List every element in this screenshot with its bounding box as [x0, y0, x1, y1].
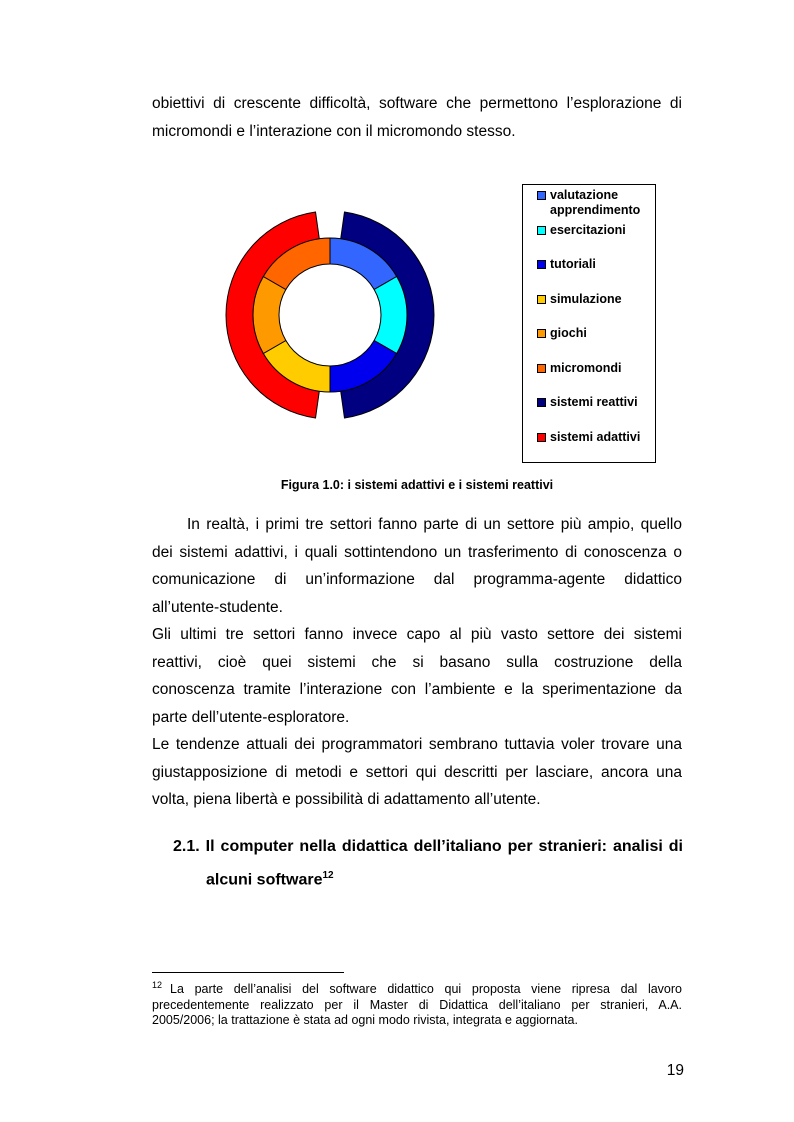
- legend-label: sistemi adattivi: [550, 430, 641, 444]
- text-line: conoscenza tramite l’interazione con l’ambiente e la sperimentazione da: [152, 681, 682, 698]
- legend-swatch: [537, 433, 546, 442]
- section-heading: [173, 832, 683, 894]
- legend-label: giochi: [550, 326, 587, 340]
- heading-line: 2.1. Il computer nella didattica dell’italiano per stranieri: analisi di: [173, 838, 683, 855]
- legend-swatch: [537, 295, 546, 304]
- legend-item-micromondi: [537, 361, 655, 376]
- legend-item-tutoriali: [537, 257, 655, 272]
- footnote-divider: [152, 972, 344, 973]
- legend-label: tutoriali: [550, 257, 596, 271]
- text-line: giustapposizione di metodi e settori qui descritti per lasciare, ancora una: [152, 763, 682, 781]
- footnote-line: [152, 978, 682, 998]
- legend-swatch: [537, 226, 546, 235]
- text-line: volta, piena libertà e possibilità di adattamento all’utente.: [152, 791, 541, 808]
- legend-label: simulazione: [550, 292, 622, 306]
- legend-swatch: [537, 329, 546, 338]
- footnote-marker: 12: [152, 980, 163, 990]
- text-line: Gli ultimi tre settori fanno invece capo al più vasto settore dei sistemi: [152, 626, 682, 643]
- legend-swatch: [537, 364, 546, 373]
- legend-item-sistemi-adattivi: [537, 430, 655, 445]
- legend-swatch: [537, 191, 546, 200]
- chart-legend: [522, 184, 656, 463]
- legend-item-giochi: [537, 326, 655, 341]
- legend-item-simulazione: [537, 292, 655, 307]
- footnote-reference[interactable]: 12: [322, 870, 334, 881]
- heading-text: alcuni software: [206, 871, 323, 889]
- footnote-line: precedentemente realizzato per il Master di Didattica dell’italiano per stranieri, A.A.: [152, 997, 682, 1012]
- legend-label: sistemi reattivi: [550, 395, 638, 409]
- legend-label: valutazione apprendimento: [550, 188, 641, 217]
- legend-item-sistemi-reattivi: [537, 395, 655, 410]
- legend-swatch: [537, 398, 546, 407]
- legend-label: esercitazioni: [550, 223, 626, 237]
- legend-item-esercitazioni: [537, 223, 655, 238]
- text-line: obiettivi di crescente difficoltà, software che permettono l’esplorazione di: [152, 95, 682, 112]
- text-line: dei sistemi adattivi, i quali sottintendono un trasferimento di conoscenza o: [152, 543, 682, 561]
- figure-caption: Figura 1.0: i sistemi adattivi e i sistemi reattivi: [280, 478, 554, 492]
- text-line: comunicazione di un’informazione dal programma-agente didattico: [152, 571, 682, 588]
- footnote-line: 2005/2006; la trattazione è stata ad ogni modo rivista, integrata e aggiornata.: [152, 1013, 578, 1028]
- inner-ring: [253, 238, 407, 392]
- page-number: 19: [666, 1062, 684, 1079]
- text-line: reattivi, cioè quei sistemi che si basano sulla costruzione della: [152, 653, 682, 671]
- text-line: parte dell’utente-esploratore.: [152, 708, 350, 726]
- legend-label: micromondi: [550, 361, 622, 375]
- slice-giochi: [253, 277, 286, 354]
- intro-paragraph: [152, 90, 682, 145]
- text-line: all’utente-studente.: [152, 598, 283, 616]
- legend-swatch: [537, 260, 546, 269]
- slice-esercitazioni: [374, 277, 407, 354]
- legend-item-valutazione: [537, 188, 655, 218]
- text-line: Le tendenze attuali dei programmatori sembrano tuttavia voler trovare una: [152, 736, 682, 753]
- text-line: micromondi e l’interazione con il micromondo stesso.: [152, 122, 516, 140]
- heading-line: [173, 861, 683, 894]
- footnote-text: La parte dell’analisi del software didattico qui proposta viene ripresa dal lavoro: [170, 982, 682, 997]
- text-line: In realtà, i primi tre settori fanno parte di un settore più ampio, quello: [187, 516, 682, 533]
- doughnut-chart: [190, 205, 460, 425]
- body-paragraphs: [152, 511, 682, 814]
- footnote: [152, 978, 682, 1029]
